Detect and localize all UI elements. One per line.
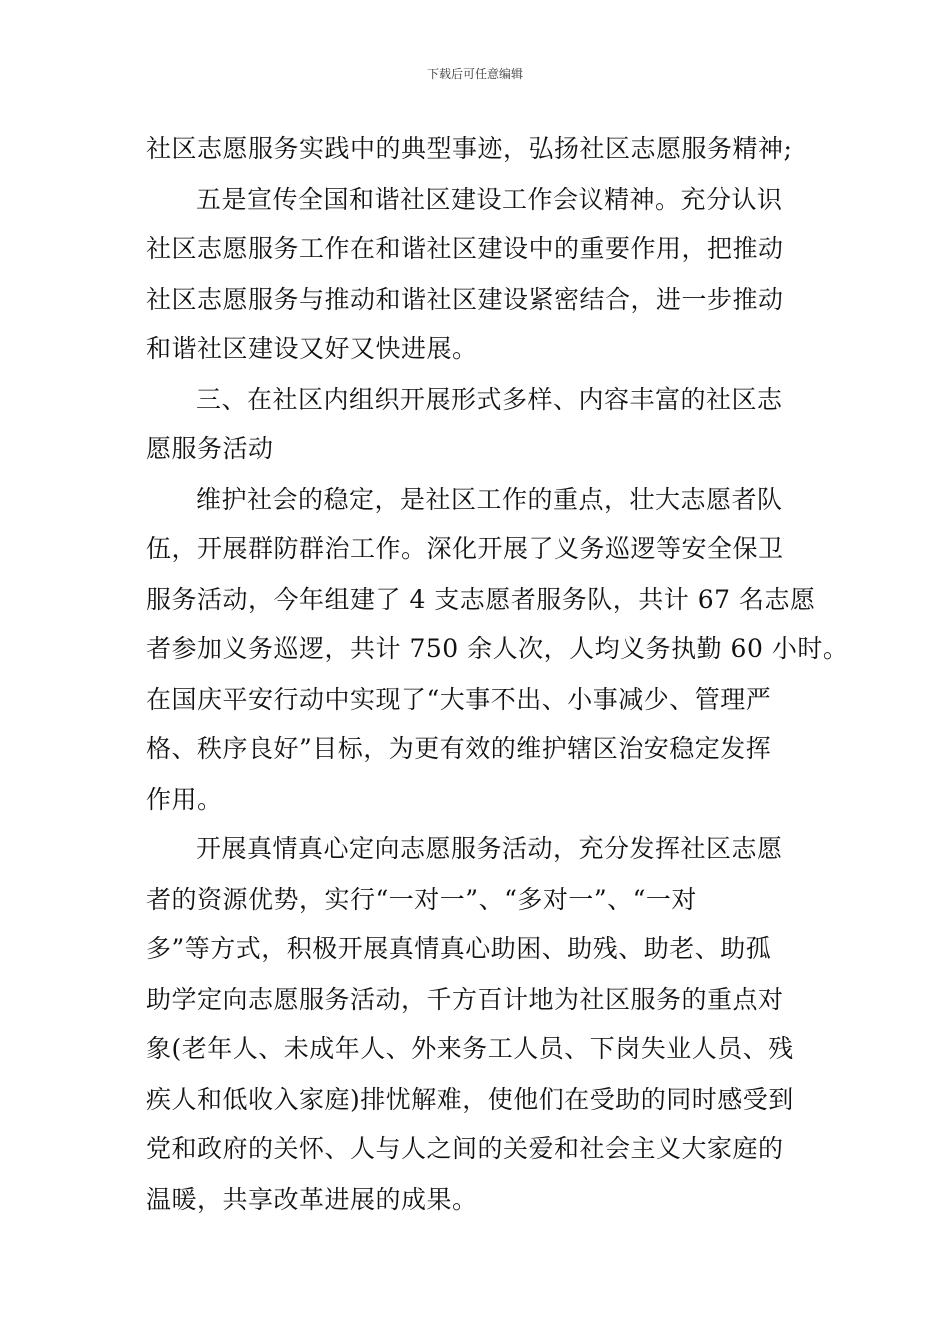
page-header: 下载后可任意编辑 [426,67,523,81]
body-line: 党和政府的关怀、人与人之间的关爱和社会主义大家庭的 [146,1134,784,1163]
body-line: 格、秩序良好”目标，为更有效的维护辖区治安稳定发挥 [146,734,772,763]
body-line: 开展真情真心定向志愿服务活动，充分发挥社区志愿 [196,834,783,863]
body-line: 温暖，共享改革进展的成果。 [146,1185,478,1214]
body-line: 愿服务活动 [146,434,274,463]
body-line: 和谐社区建设又好又快进展。 [146,334,478,363]
body-line: 助学定向志愿服务活动，千方百计地为社区服务的重点对 [146,985,784,1014]
body-line: 作用。 [146,785,223,814]
body-line: 社区志愿服务与推动和谐社区建设紧密结合，进一步推动 [146,285,784,314]
body-line: 维护社会的稳定，是社区工作的重点，壮大志愿者队 [196,485,783,514]
body-line: 象(老年人、未成年人、外来务工人员、下岗失业人员、残 [146,1034,794,1063]
body-line: 服务活动，今年组建了 4 支志愿者服务队，共计 67 名志愿 [146,585,816,614]
body-line: 社区志愿服务工作在和谐社区建设中的重要作用，把推动 [146,234,784,263]
body-line: 伍，开展群防群治工作。深化开展了义务巡逻等安全保卫 [146,534,784,563]
body-line: 者的资源优势，实行“一对一”、“多对一”、“一对 [146,885,697,914]
body-line: 疾人和低收入家庭)排忧解难，使他们在受助的同时感受到 [146,1085,794,1114]
body-line: 在国庆平安行动中实现了“大事不出、小事减少、管理严 [146,685,772,714]
body-line: 社区志愿服务实践中的典型事迹，弘扬社区志愿服务精神; [146,134,793,163]
body-line: 多”等方式，积极开展真情真心助困、助残、助老、助孤 [146,934,772,963]
body-line: 者参加义务巡逻，共计 750 余人次，人均义务执勤 60 小时。 [146,634,849,663]
body-line: 五是宣传全国和谐社区建设工作会议精神。充分认识 [196,185,783,214]
body-line: 三、在社区内组织开展形式多样、内容丰富的社区志 [196,385,783,414]
